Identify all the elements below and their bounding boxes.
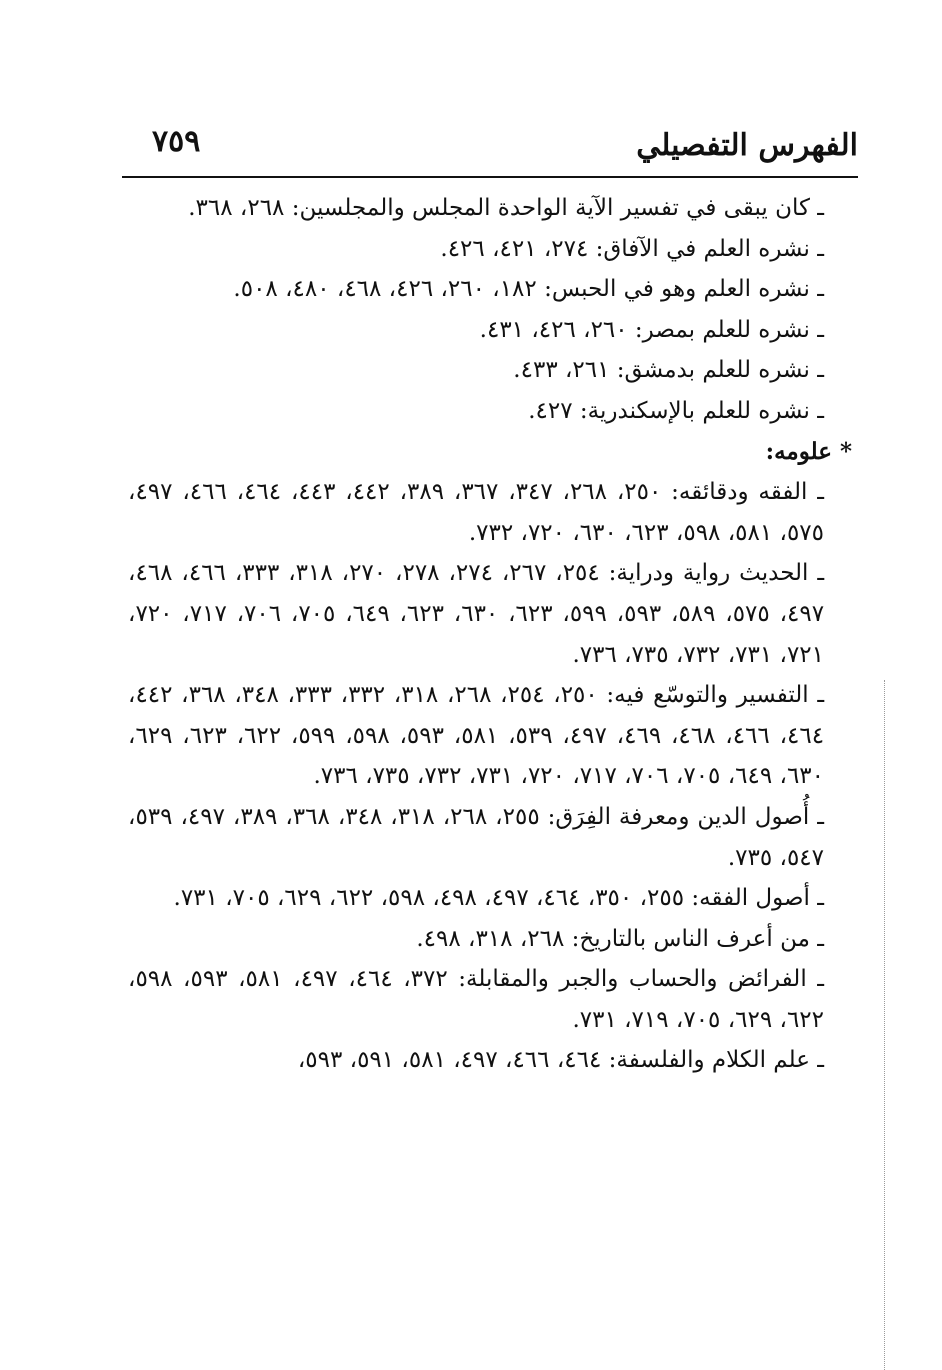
science-entry: ـ الحديث رواية ودراية: ٢٥٤، ٢٦٧، ٢٧٤، ٢٧٨، ٢٧٠، ٣١٨، ٣٣٣، ٤٦٦، ٤٦٨، ٤٩٧، ٥٧٥، ٥٨٩، ٥٩٣، ٥٩٩، ٦٢٣، ٦٣٠، ٦٢٣، ٦٤٩، ٧٠٥، ٧٠٦، ٧١٧، ٧٢٠، ٧٢١، ٧٣١، ٧٣٢، ٧٣٥، ٧٣٦. <box>128 560 825 668</box>
science-entry: ـ الفقه ودقائقه: ٢٥٠، ٢٦٨، ٣٤٧، ٣٦٧، ٣٨٩، ٤٤٢، ٤٤٣، ٤٦٤، ٤٦٦، ٤٩٧، ٥٧٥، ٥٨١، ٥٩٨، ٦٢٣، ٦٣٠، ٧٢٠، ٧٣٢. <box>128 479 824 546</box>
index-entry: ـ نشره للعلم بالإسكندرية: ٤٢٧. <box>528 397 824 424</box>
running-title: الفهرس التفصيلي <box>636 128 858 163</box>
index-text <box>128 188 852 1081</box>
science-entry: ـ علم الكلام والفلسفة: ٤٦٤، ٤٦٦، ٤٩٧، ٥٨١، ٥٩١، ٥٩٣، <box>297 1047 824 1074</box>
index-entry: ـ كان يبقى في تفسير الآية الواحدة المجلس والمجلسين: ٢٦٨، ٣٦٨. <box>188 195 824 221</box>
scan-margin-line <box>884 680 885 1370</box>
science-entry: ـ من أعرف الناس بالتاريخ: ٢٦٨، ٣١٨، ٤٩٨. <box>416 925 824 952</box>
science-entry: ـ الفرائض والحساب والجبر والمقابلة: ٣٧٢، ٤٦٤، ٤٩٧، ٥٨١، ٥٩٣، ٥٩٨، ٦٢٢، ٦٢٩، ٧٠٥، ٧١٩، ٧٣١. <box>128 966 825 1033</box>
science-entry: ـ أُصول الدين ومعرفة الفِرَق: ٢٥٥، ٢٦٨، ٣١٨، ٣٤٨، ٣٦٨، ٣٨٩، ٤٩٧، ٥٣٩، ٥٤٧، ٧٣٥. <box>128 803 824 871</box>
science-entry: ـ أصول الفقه: ٢٥٥، ٣٥٠، ٤٦٤، ٤٩٧، ٤٩٨، ٥٩٨، ٦٢٢، ٦٢٩، ٧٠٥، ٧٣١. <box>173 885 824 912</box>
index-entry: ـ نشره العلم في الآفاق: ٢٧٤، ٤٢١، ٤٢٦. <box>440 235 824 262</box>
index-entry: ـ نشره للعلم بمصر: ٢٦٠، ٤٢٦، ٤٣١. <box>479 316 824 343</box>
page-header <box>122 118 858 178</box>
science-entry: ـ التفسير والتوسّع فيه: ٢٥٠، ٢٥٤، ٢٦٨، ٣١٨، ٣٣٢، ٣٣٣، ٣٤٨، ٣٦٨، ٤٤٢، ٤٦٤، ٤٦٦، ٤٦٨، ٤٦٩، ٤٩٧، ٥٣٩، ٥٨١، ٥٩٣، ٥٩٨، ٥٩٩، ٦٢٢، ٦٢٣، ٦٢٩، ٦٣٠، ٦٤٩، ٧٠٥، ٧٠٦، ٧١٧، ٧٢٠، ٧٣١، ٧٣٢، ٧٣٥، ٧٣٦. <box>128 682 825 790</box>
index-entry: ـ نشره للعلم بدمشق: ٢٦١، ٤٣٣. <box>513 357 824 384</box>
section-heading: * علومه: <box>765 437 852 465</box>
page-number: ٧٥٩ <box>152 124 201 159</box>
index-entry: ـ نشره العلم وهو في الحبس: ١٨٢، ٢٦٠، ٤٢٦، ٤٦٨، ٤٨٠، ٥٠٨. <box>233 276 824 303</box>
